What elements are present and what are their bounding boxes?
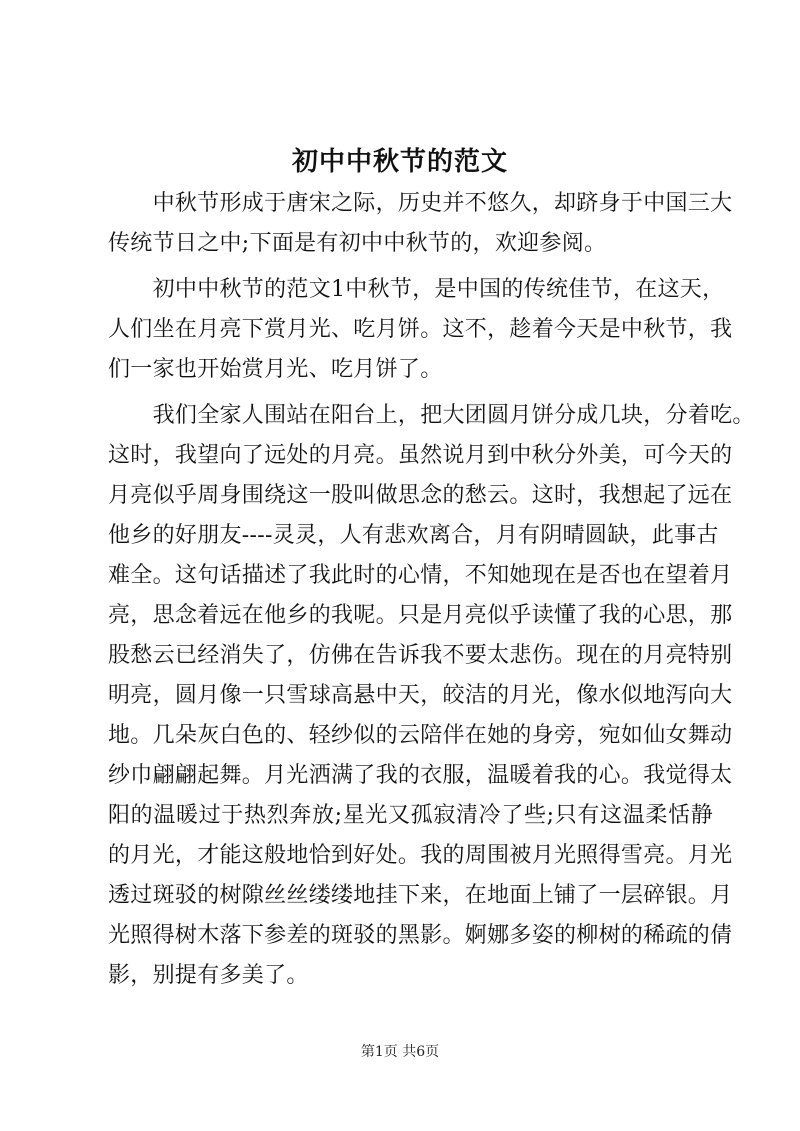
paragraph	[108, 184, 733, 264]
text-line: 他乡的好朋友----灵灵，人有悲欢离合，月有阴晴圆缺，此事古	[108, 523, 719, 548]
document-title: 初中中秋节的范文	[291, 147, 508, 177]
text-line: 们一家也开始赏月光、吃月饼了。	[108, 357, 443, 382]
text-line: 股愁云已经消失了，仿佛在告诉我不要太悲伤。现在的月亮特别	[108, 643, 733, 668]
text-line: 月亮似乎周身围绕这一股叫做思念的愁云。这时，我想起了远在	[108, 483, 733, 508]
text-line: 影，别提有多美了。	[108, 963, 309, 988]
page-footer: 第1页 共6页	[360, 1044, 440, 1060]
text-line: 纱巾翩翩起舞。月光洒满了我的衣服，温暖着我的心。我觉得太	[108, 763, 733, 788]
text-line: 光照得树木落下参差的斑驳的黑影。婀娜多姿的柳树的稀疏的倩	[108, 923, 733, 948]
text-line: 明亮，圆月像一只雪球高悬中天，皎洁的月光，像水似地泻向大	[108, 683, 733, 708]
paragraph	[108, 396, 755, 996]
text-line: 传统节日之中;下面是有初中中秋节的，欢迎参阅。	[108, 231, 607, 256]
paragraph	[108, 270, 733, 390]
text-line: 这时，我望向了远处的月亮。虽然说月到中秋分外美，可今天的	[108, 443, 733, 468]
text-line: 中秋节形成于唐宋之际，历史并不悠久，却跻身于中国三大	[108, 191, 733, 216]
text-line: 的月光，才能这般地恰到好处。我的周围被月光照得雪亮。月光	[108, 843, 733, 868]
text-line: 初中中秋节的范文1中秋节，是中国的传统佳节，在这天，	[108, 277, 725, 302]
text-line: 人们坐在月亮下赏月光、吃月饼。这不，趁着今天是中秋节，我	[108, 317, 733, 342]
text-line: 透过斑驳的树隙丝丝缕缕地挂下来，在地面上铺了一层碎银。月	[108, 883, 733, 908]
text-line: 我们全家人围站在阳台上，把大团圆月饼分成几块，分着吃。	[108, 403, 755, 428]
text-line: 亮，思念着远在他乡的我呢。只是月亮似乎读懂了我的心思，那	[108, 603, 733, 628]
text-line: 地。几朵灰白色的、轻纱似的云陪伴在她的身旁，宛如仙女舞动	[108, 723, 733, 748]
text-line: 难全。这句话描述了我此时的心情，不知她现在是否也在望着月	[108, 563, 733, 588]
document-body	[108, 184, 755, 996]
text-line: 阳的温暖过于热烈奔放;星光又孤寂清冷了些;只有这温柔恬静	[108, 803, 713, 828]
